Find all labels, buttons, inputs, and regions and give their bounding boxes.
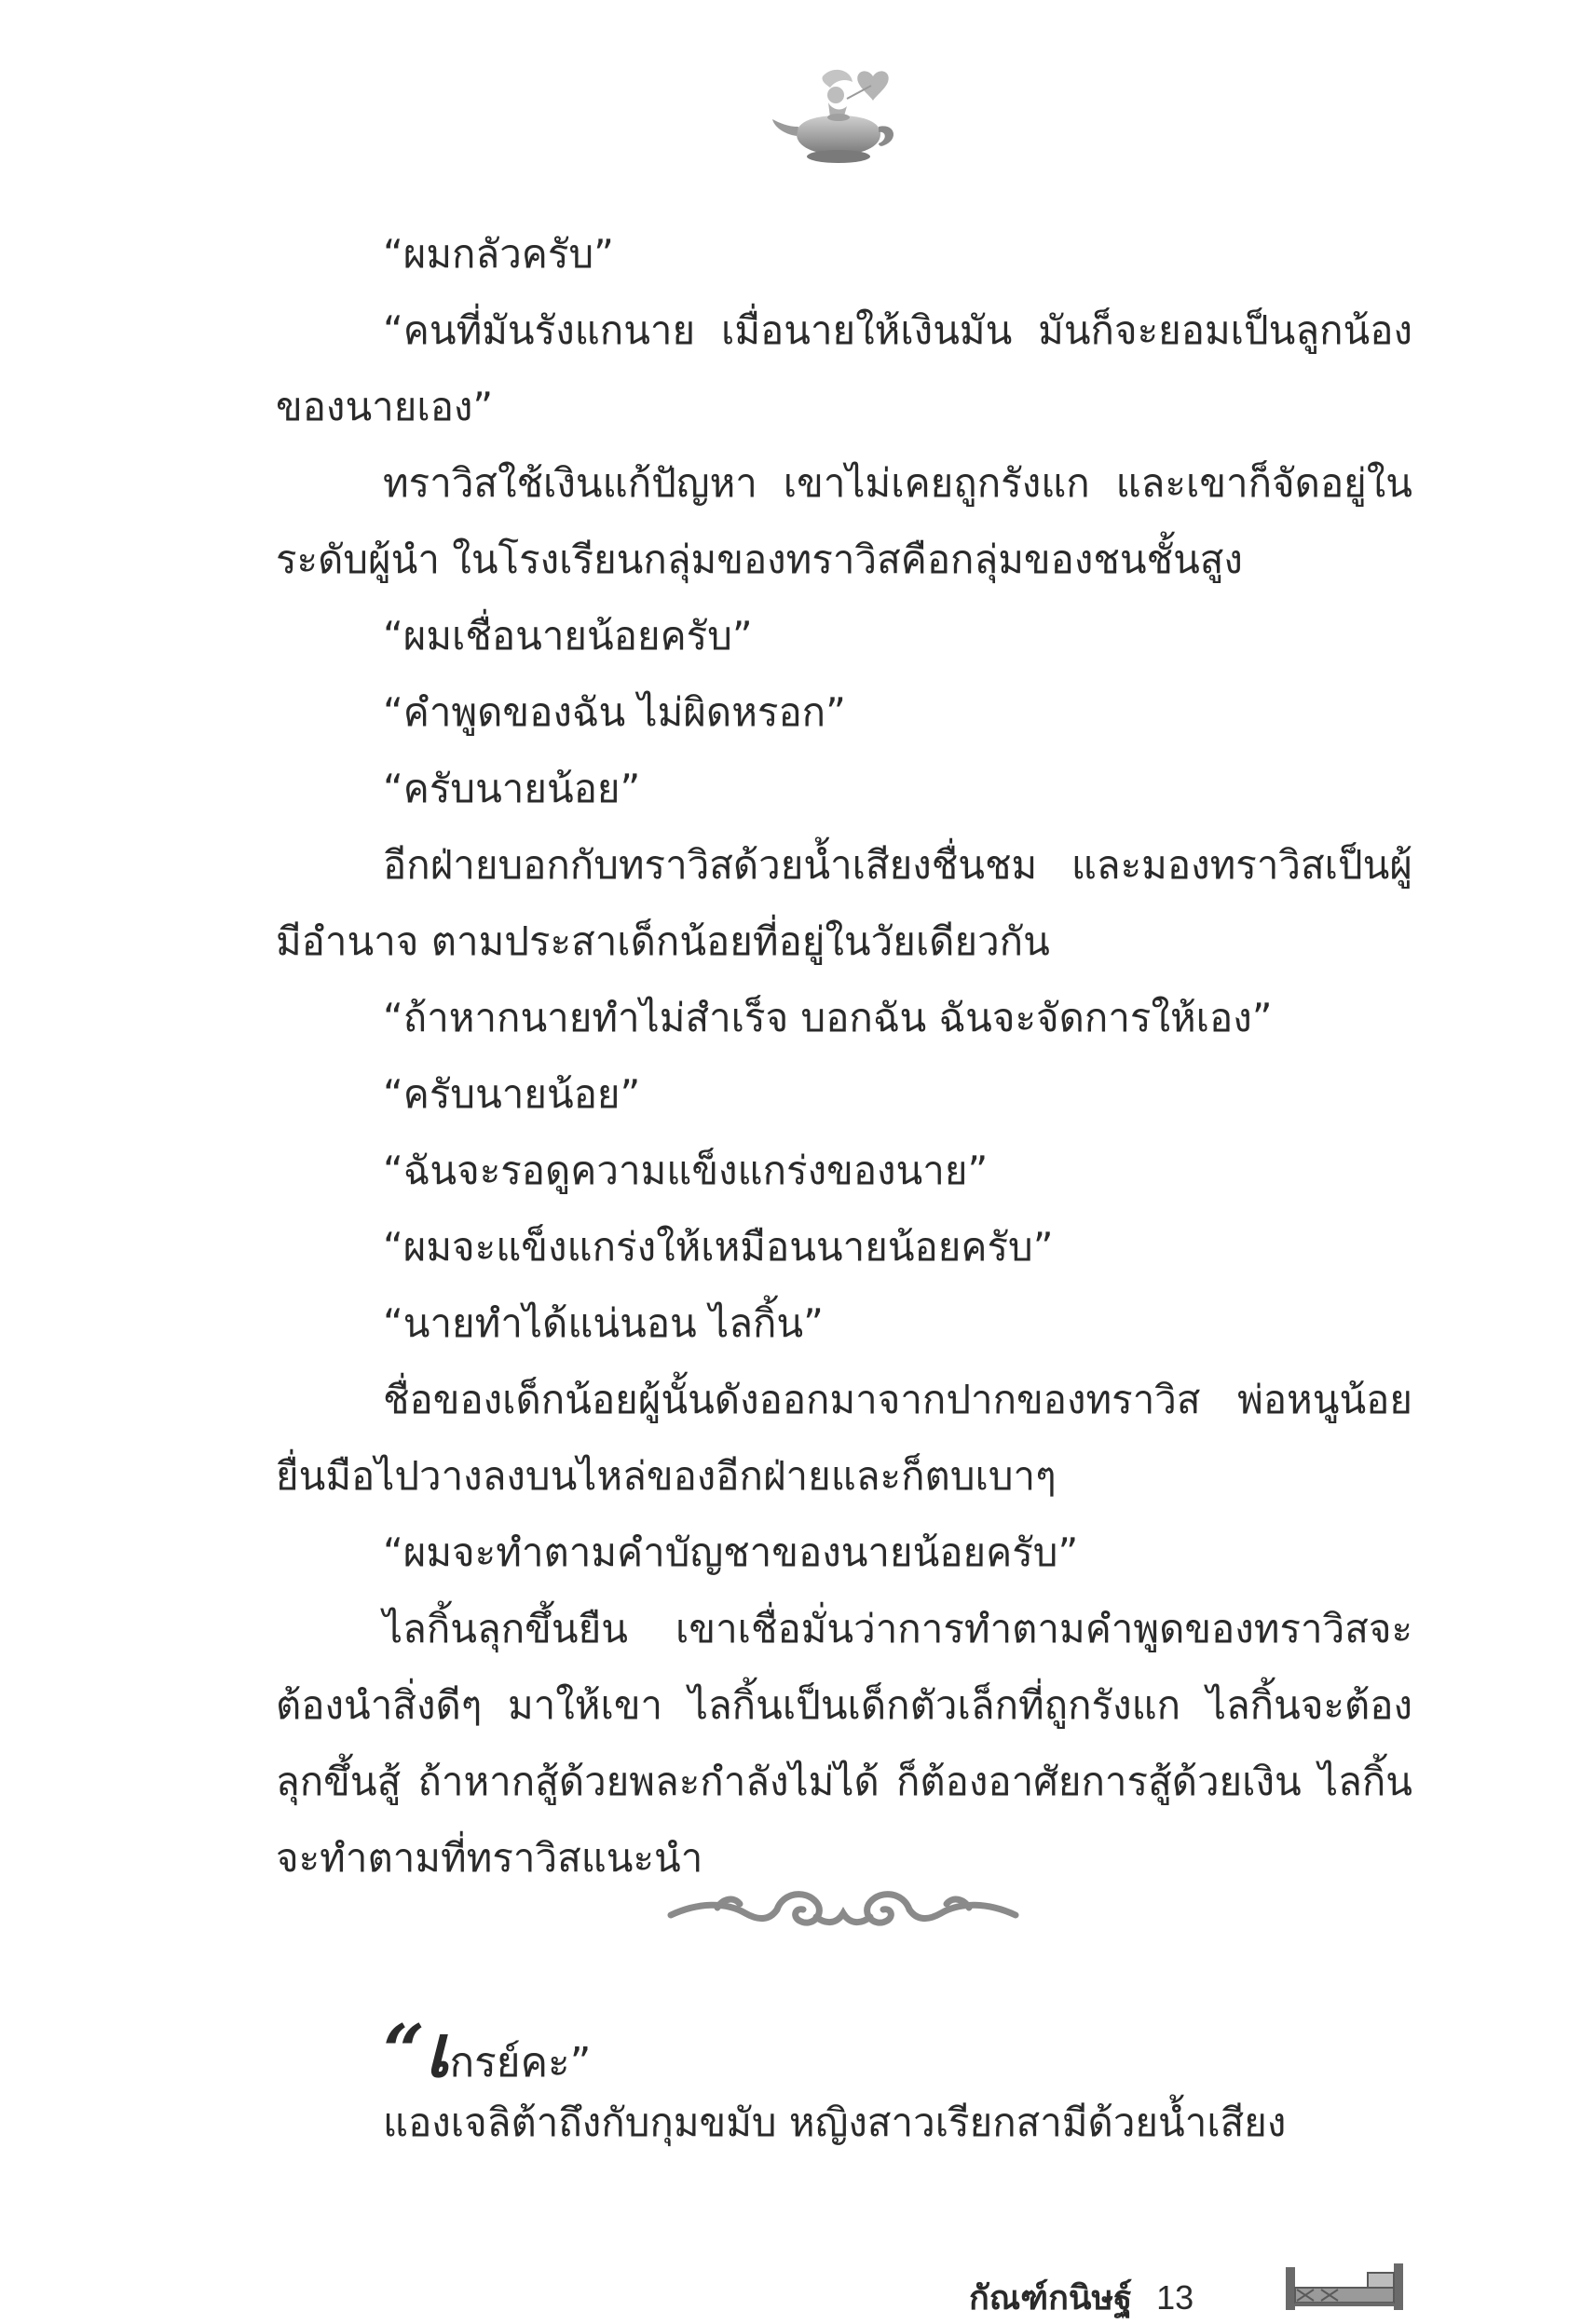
teapot-with-cupid-icon <box>769 58 908 170</box>
paragraph: “ผมกลัวครับ” <box>383 231 614 277</box>
paragraph: “คำพูดของฉัน ไม่ผิดหรอก” <box>383 689 846 735</box>
book-title: กัณฑ์กนิษฐ์ <box>969 2279 1133 2317</box>
paragraph: “ฉันจะรอดูความแข็งแกร่งของนาย” <box>383 1148 989 1193</box>
ornamental-flourish-icon <box>662 1872 1025 1947</box>
chapter-opening-text: กรย์คะ” <box>449 2039 592 2086</box>
paragraph: “ผมเชื่อนายน้อยครับ” <box>383 613 753 659</box>
paragraph: “ผมจะแข็งแกร่งให้เหมือนนายน้อยครับ” <box>383 1224 1054 1270</box>
page-number: 13 <box>1156 2278 1194 2317</box>
paragraph: อีกฝ่ายบอกกับทราวิสด้วยน้ำเสียงชื่นชม และมองทราวิสเป็นผู้มีอำนาจ ตามประสาเด็กน้อยที่อยู่ในวัยเดียวกัน <box>276 842 1412 964</box>
paragraph: “ครับนายน้อย” <box>383 1071 641 1117</box>
drop-cap: “เ <box>383 2009 450 2094</box>
paragraph: ชื่อของเด็กน้อยผู้นั้นดังออกมาจากปากของทราวิส พ่อหนูน้อยยื่นมือไปวางลงบนไหล่ของอีกฝ่ายและก็ตบเบาๆ <box>276 1377 1412 1499</box>
page-footer <box>969 2271 1194 2324</box>
paragraph: “ผมจะทำตามคำบัญชาของนายน้อยครับ” <box>383 1529 1079 1575</box>
paragraph: “ครับนายน้อย” <box>383 766 641 811</box>
chapter-paragraph: แองเจลิต้าถึงกับกุมขมับ หญิงสาวเรียกสามีด้วยน้ำเสียง <box>383 2100 1287 2145</box>
paragraph: ไลกิ้นลุกขึ้นยืน เขาเชื่อมั่นว่าการทำตามคำพูดของทราวิสจะต้องนำสิ่งดีๆ มาให้เขา ไลกิ้นเป็นเด็กตัวเล็กที่ถูกรังแก ไลกิ้นจะต้องลุกขึ้นสู้ ถ้าหากสู้ด้วยพละกำลังไม่ได้ ก็ต้องอาศัยการสู้ด้วยเงิน ไลกิ้นจะทำตามที่ทราวิสแนะนำ <box>276 1606 1412 1881</box>
paragraph: “คนที่มันรังแกนาย เมื่อนายให้เงินมัน มันก็จะยอมเป็นลูกน้องของนายเอง” <box>276 307 1412 429</box>
bed-icon <box>1284 2262 1405 2313</box>
paragraph: “ถ้าหากนายทำไม่สำเร็จ บอกฉัน ฉันจะจัดการให้เอง” <box>383 995 1273 1040</box>
paragraph: “นายทำได้แน่นอน ไลกิ้น” <box>383 1300 824 1346</box>
body-text <box>276 216 1412 1896</box>
paragraph: ทราวิสใช้เงินแก้ปัญหา เขาไม่เคยถูกรังแก และเขาก็จัดอยู่ในระดับผู้นำ ในโรงเรียนกลุ่มของทราวิสคือกลุ่มของชนชั้นสูง <box>276 460 1412 582</box>
